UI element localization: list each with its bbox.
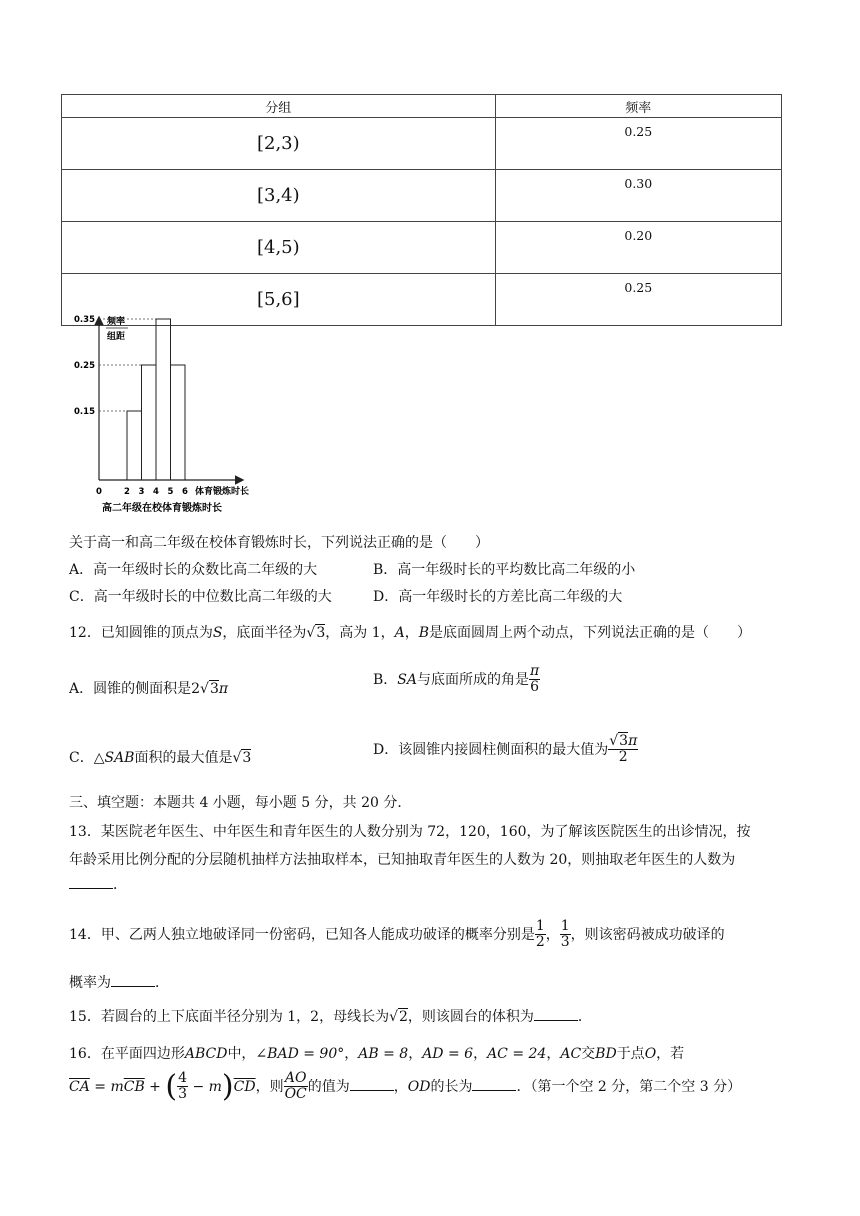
fraction-den: 6 — [530, 679, 540, 696]
q12-c-triangle: △SAB — [93, 750, 135, 766]
fraction-den: 3 — [560, 934, 570, 951]
frequency-table — [61, 94, 782, 326]
fraction-den: OC — [284, 1086, 307, 1103]
fraction-den: 2 — [618, 749, 628, 766]
table-header-row — [62, 95, 782, 118]
q14-fraction-1 — [535, 919, 546, 951]
q12-d-fraction: $\frac{√3\pi}{2}$ — [609, 733, 638, 766]
q16-ac-2: AC — [560, 1046, 582, 1062]
q16-text-3: 交 — [581, 1046, 596, 1062]
freq-cell: 0.30 — [495, 170, 781, 222]
q13-line-2: 年龄采用比例分配的分层随机抽样方法抽取样本，已知抽取青年医生的人数为 20，则抽取老年医生的人数为 — [69, 852, 736, 868]
answer-blank — [350, 1078, 394, 1091]
table-row — [62, 118, 782, 170]
q16-ab: AB = 8 — [358, 1046, 409, 1062]
q11-stem: 关于高一和高二年级在校体育锻炼时长，下列说法正确的是（ ） — [69, 535, 489, 551]
answer-blank — [111, 974, 155, 987]
q12-text-3: ，高为 1， — [325, 625, 395, 641]
histogram-chart — [70, 312, 280, 522]
q16-text-7: 的值为 — [307, 1078, 350, 1095]
answer-blank — [472, 1078, 516, 1091]
q12-text-4: ， — [404, 625, 419, 641]
q16-ad: AD = 6 — [422, 1046, 474, 1062]
fraction-num: AO — [284, 1070, 307, 1086]
y-tick-label: 0.15 — [74, 407, 95, 417]
q16-comma: ， — [473, 1046, 488, 1062]
q16-comma: ， — [344, 1046, 359, 1062]
q16-text-5: ，若 — [656, 1046, 685, 1062]
y-tick-label: 0.25 — [74, 361, 95, 371]
q12-b-text: 与底面所成的角是 — [417, 671, 529, 688]
q14-text-3: 概率为 — [69, 975, 111, 991]
q15-sqrt: 2 — [399, 1009, 408, 1025]
q15-end: ． — [577, 1009, 592, 1025]
q16-text-1: 16．在平面四边形 — [69, 1046, 185, 1062]
fraction-num: 4 — [178, 1070, 188, 1086]
q15-line: 15．若圆台的上下底面半径分别为 1，2，母线长为√2，则该圆台的体积为 ． — [69, 1009, 592, 1025]
freq-cell: 0.25 — [495, 118, 781, 170]
q12-c-text: 面积的最大值是 — [134, 750, 233, 766]
q14-line-1 — [69, 919, 725, 951]
q12-point-b: B — [418, 625, 430, 641]
q16-fraction — [177, 1071, 188, 1103]
freq-cell: 0.20 — [495, 222, 781, 274]
q16-comma: ， — [546, 1046, 561, 1062]
answer-blank — [69, 876, 113, 889]
q14-end: ． — [155, 975, 169, 991]
group-cell: [4,5) — [62, 222, 496, 274]
q11-option-a: A．高一年级时长的众数比高二年级的大 — [69, 562, 318, 578]
group-cell: [2,3) — [62, 118, 496, 170]
q16-od: OD — [407, 1078, 431, 1095]
group-cell: [5,6] — [62, 274, 496, 326]
q12-stem: 12．已知圆锥的顶点为S，底面半径为√3，高为 1，A，B是底面圆周上两个动点，下列说法正确的是（ ） — [69, 625, 752, 641]
answer-blank — [534, 1008, 578, 1021]
q13-end: ． — [113, 877, 127, 893]
q16-text-9: ．（第一个空 2 分，第二个空 3 分） — [516, 1078, 742, 1095]
table-row — [62, 222, 782, 274]
q16-text-6: ，则 — [255, 1078, 284, 1095]
q16-comma: ， — [393, 1078, 408, 1095]
q11-option-c: C．高一年级时长的中位数比高二年级的大 — [69, 589, 332, 605]
x-tick-label: 2 — [124, 487, 130, 497]
q12-text-5: 是底面圆周上两个动点，下列说法正确的是（ ） — [429, 625, 752, 641]
q12-a-coef: 2 — [191, 681, 201, 697]
q12-c-sqrt: 3 — [242, 750, 252, 766]
q16-comma: ， — [408, 1046, 423, 1062]
q14-text-1: 14．甲、乙两人独立地破译同一份密码，已知各人能成功破译的概率分别是 — [69, 926, 535, 943]
q12-vertex-s: S — [212, 625, 223, 641]
q16-text-2: 中， — [227, 1046, 256, 1062]
x-tick-label: 3 — [138, 487, 145, 497]
table-row — [62, 170, 782, 222]
header-group: 分组 — [62, 95, 496, 118]
q16-bd: BD — [595, 1046, 617, 1062]
x-tick-label: 6 — [182, 487, 188, 497]
q12-radius: 3 — [316, 625, 326, 641]
q16-abcd: ABCD — [184, 1046, 228, 1062]
y-tick-label: 0.35 — [74, 315, 95, 325]
q16-angle: ∠BAD = 90° — [255, 1046, 345, 1062]
q11-option-d: D．高一年级时长的方差比高二年级的大 — [373, 589, 623, 605]
chart-title: 高二年级在校体育锻炼时长 — [102, 503, 222, 514]
q12-b-fraction — [529, 664, 540, 696]
q16-text-4: 于点 — [616, 1046, 645, 1062]
q12-option-c: C．△SAB面积的最大值是√3 — [69, 750, 252, 766]
fraction-den: 2 — [535, 934, 545, 951]
q12-a-sqrt: 3 — [209, 681, 219, 697]
q14-line-2 — [69, 972, 169, 992]
q12-point-a: A — [394, 625, 405, 641]
q15-text-2: ，则该圆台的体积为 — [407, 1009, 534, 1025]
q16-plus: + — [144, 1078, 166, 1095]
q16-eq: = m — [89, 1078, 124, 1095]
q13-line-3 — [69, 874, 127, 894]
x-tick-label: 5 — [167, 487, 174, 497]
q16-vec-cd: $\overline{CD}$ — [233, 1078, 256, 1095]
q16-minus-m: − m — [188, 1078, 222, 1095]
histogram-bar — [142, 365, 157, 480]
x-axis-label: 体育锻炼时长 — [195, 487, 250, 497]
ylabel-bottom: 组距 — [107, 332, 126, 342]
q12-option-b — [373, 664, 540, 696]
histogram-bar — [171, 365, 186, 480]
freq-cell: 0.25 — [495, 274, 781, 326]
q14-text-2: ，则该密码被成功破译的 — [570, 926, 725, 943]
ylabel-top: 频率 — [107, 317, 126, 327]
q12-a-label: A．圆锥的侧面积是 — [69, 681, 192, 697]
fraction-num: π — [530, 663, 540, 679]
q16-line-2: $\overline{CA} = m\overline{CB}$ + ( $\frac{4}{3}$ − $m)\overline{CD}$，则 $\frac{AO}{OC}$ 的值为 ，OD的长为 ．（第一个空 2 分，第二个空 3 分） — [69, 1068, 742, 1104]
header-frequency: 频率 — [495, 95, 781, 118]
section-title: 三、填空题：本题共 4 小题，每小题 5 分，共 20 分． — [69, 795, 412, 811]
histogram-bar — [127, 411, 142, 480]
fraction-num-sqrt: 3 — [619, 733, 629, 749]
group-cell: [3,4) — [62, 170, 496, 222]
fraction-den: 3 — [178, 1086, 188, 1103]
q16-vec-cb: $\overline{CB}$ — [123, 1078, 145, 1095]
q12-text-1: 12．已知圆锥的顶点为 — [69, 625, 213, 641]
q15-text-1: 15．若圆台的上下底面半径分别为 1，2，母线长为 — [69, 1009, 390, 1025]
q12-b-sa: SA — [397, 671, 417, 688]
x-tick-label: 0 — [96, 487, 102, 497]
q11-option-b: B．高一年级时长的平均数比高二年级的小 — [373, 562, 636, 578]
q13-line-1: 13．某医院老年医生、中年医生和青年医生的人数分别为 72，120，160，为了解该医院医生的出诊情况，按 — [69, 824, 751, 840]
q16-ratio — [284, 1071, 308, 1103]
q16-line-1 — [69, 1043, 684, 1063]
fraction-num: 1 — [535, 918, 545, 934]
q14-fraction-2 — [560, 919, 571, 951]
q14-sep: ， — [545, 926, 560, 943]
q16-text-8: 的长为 — [430, 1078, 473, 1095]
q16-ac: AC = 24 — [487, 1046, 547, 1062]
q12-option-a: A．圆锥的侧面积是2√3π — [69, 681, 229, 697]
histogram-bar — [156, 319, 171, 480]
x-tick-label: 4 — [153, 487, 159, 497]
q12-b-label: B． — [373, 671, 398, 688]
fraction-num: 1 — [560, 918, 570, 934]
q16-o: O — [644, 1046, 657, 1062]
q12-d-label: D．该圆锥内接圆柱侧面积的最大值为 — [373, 741, 609, 758]
q12-text-2: ，底面半径为 — [222, 625, 307, 641]
q12-c-label: C． — [69, 750, 94, 766]
q16-vec-ca: $\overline{CA}$ — [69, 1078, 90, 1095]
fraction-num-pi: π — [628, 733, 638, 749]
q12-option-d — [373, 734, 638, 766]
q12-a-pi: π — [218, 681, 229, 697]
